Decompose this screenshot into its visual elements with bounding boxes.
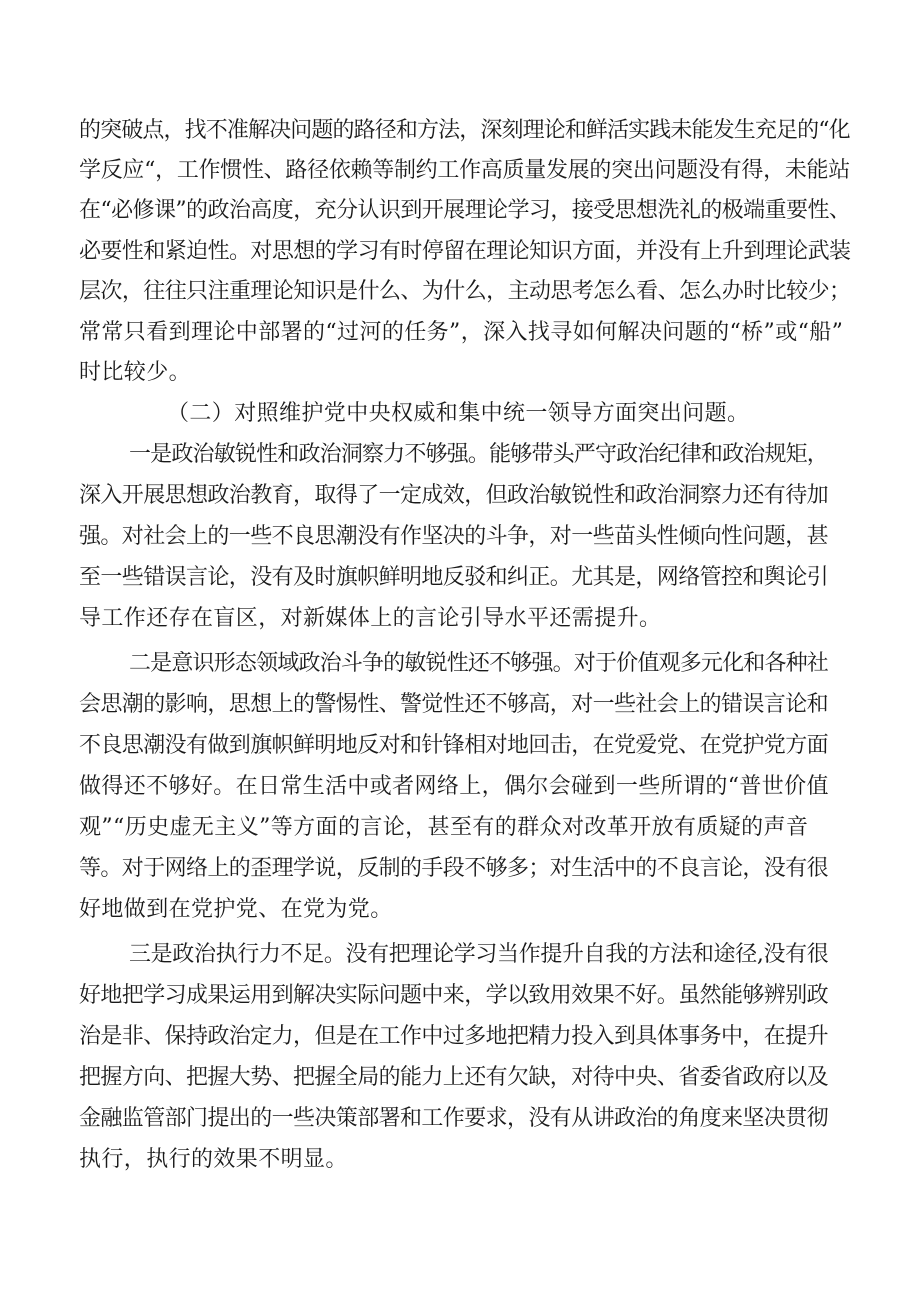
text-line-2: 学反应“，工作惯性、路径依赖等制约工作高质量发展的突出问题没有得，未能站	[79, 158, 850, 183]
text-line-15: 会思潮的影响，思想上的警惕性、警觉性还不够高，对一些社会上的错误言论和	[79, 692, 829, 717]
text-line-5: 层次，往往只注重理论知识是什么、为什么，主动思考怎么看、怎么办时比较少；	[79, 279, 851, 304]
text-line-17: 做得还不够好。在日常生活中或者网络上，偶尔会碰到一些所谓的“普世价值	[79, 774, 829, 799]
text-line-14: 二是意识形态领域政治斗争的敏锐性还不够强。对于价值观多元化和各种社	[129, 651, 828, 676]
text-line-25: 金融监管部门提出的一些决策部署和工作要求，没有从讲政治的角度来坚决贯彻	[79, 1106, 829, 1131]
text-line-20: 好地做到在党护党、在党为党。	[79, 897, 393, 922]
text-line-19: 等。对于网络上的歪理学说，反制的手段不够多；对生活中的不良言论，没有很	[79, 856, 829, 881]
section-heading: （二）对照维护党中央权威和集中统一领导方面突出问题。	[167, 401, 750, 426]
text-line-1: 的突破点，找不准解决问题的路径和方法，深刻理论和鲜活实践未能发生充足的“化	[79, 118, 850, 143]
text-line-3: 在“必修课”的政治高度，充分认识到开展理论学习，接受思想洗礼的极端重要性、	[79, 198, 851, 223]
text-line-18: 观”“历史虚无主义”等方面的言论，甚至有的群众对改革开放有质疑的声音	[79, 815, 809, 840]
text-line-6: 常常只看到理论中部署的“过河的任务”，深入找寻如何解决问题的“桥”或“船”	[79, 320, 844, 345]
text-line-4: 必要性和紧迫性。对思想的学习有时停留在理论知识方面，并没有上升到理论武装	[79, 239, 851, 264]
text-line-9: 一是政治敏锐性和政治洞察力不够强。能够带头严守政治纪律和政治规矩，	[129, 442, 828, 467]
text-line-10: 深入开展思想政治教育，取得了一定成效，但政治敏锐性和政治洞察力还有待加	[79, 483, 829, 508]
text-line-21: 三是政治执行力不足。没有把理论学习当作提升自我的方法和途径,没有很	[129, 942, 829, 967]
text-line-7: 时比较少。	[79, 360, 192, 385]
text-line-26: 执行，执行的效果不明显。	[79, 1147, 348, 1172]
text-line-11: 强。对社会上的一些不良思潮没有作坚决的斗争，对一些苗头性倾向性问题，甚	[79, 524, 829, 549]
text-line-23: 治是非、保持政治定力，但是在工作中过多地把精力投入到具体事务中，在提升	[79, 1024, 829, 1049]
text-line-22: 好地把学习成果运用到解决实际问题中来，学以致用效果不好。虽然能够辨别政	[79, 983, 829, 1008]
text-line-24: 把握方向、把握大势、把握全局的能力上还有欠缺，对待中央、省委省政府以及	[79, 1065, 829, 1090]
text-line-12: 至一些错误言论，没有及时旗帜鲜明地反驳和纠正。尤其是，网络管控和舆论引	[79, 565, 829, 590]
text-line-13: 导工作还存在盲区，对新媒体上的言论引导水平还需提升。	[79, 606, 662, 631]
text-line-16: 不良思潮没有做到旗帜鲜明地反对和针锋相对地回击，在党爱党、在党护党方面	[79, 733, 829, 758]
